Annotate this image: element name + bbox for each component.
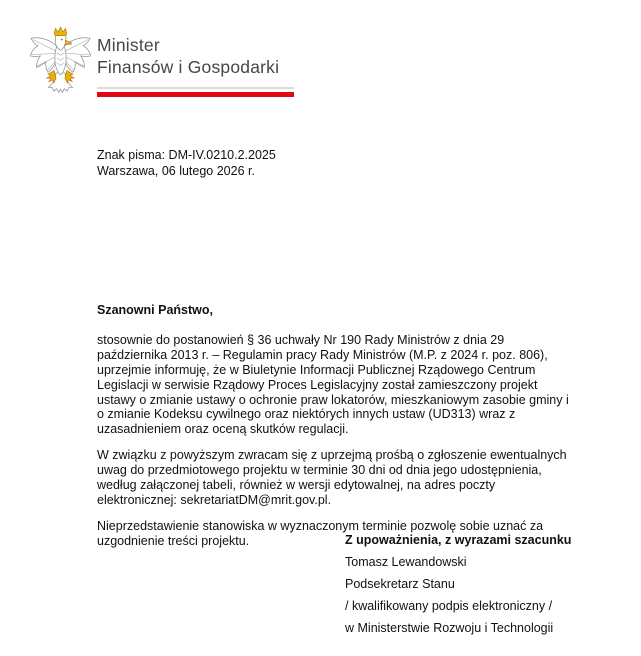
signer-title: Podsekretarz Stanu — [345, 577, 455, 591]
reference-number: Znak pisma: DM-IV.0210.2.2025 — [97, 148, 276, 162]
salutation: Szanowni Państwo, — [97, 303, 213, 317]
letterhead-title — [97, 34, 279, 78]
org-name-line2: Finansów i Gospodarki — [97, 57, 280, 77]
letter-body — [97, 303, 570, 560]
header-divider-gray — [97, 87, 294, 89]
org-name-line1: Minister — [97, 35, 160, 55]
esignature-note: / kwalifikowany podpis elektroniczny / — [345, 599, 553, 613]
ministry-line: w Ministerstwie Rozwoju i Technologii — [345, 621, 554, 635]
paragraph-1: stosownie do postanowień § 36 uchwały Nr 190 Rady Ministrów z dnia 29 października 2013 r. – Regulamin pracy Rady Ministrów (M.P. z 2024 r. poz. 806), uprzejmie informuję, że w Biuletynie Informacji Publicznej Rządowego Centrum Legislacji w serwisie Rządowy Proces Legislacyjny został zamieszczony projekt ustawy o zmianie ustawy o ochronie praw lokatorów, mieszkaniowym zasobie gminy i o zmianie Kodeksu cywilnego oraz niektórych innych ustaw (UD313) wraz z uzasadnieniem oraz oceną skutków regulacji. — [97, 332, 569, 437]
signer-name: Tomasz Lewandowski — [345, 555, 467, 569]
polish-eagle-emblem — [29, 26, 92, 106]
paragraph-3: Nieprzedstawienie stanowiska w wyznaczonym terminie pozwolę sobie uznać za uzgodnienie treści projektu. — [97, 518, 544, 548]
eagle-icon — [29, 26, 92, 106]
place-and-date: Warszawa, 06 lutego 2026 r. — [97, 163, 255, 178]
signature-block — [345, 529, 571, 639]
document-meta — [97, 148, 276, 179]
header-divider-red — [97, 92, 294, 97]
paragraph-2: W związku z powyższym zwracam się z uprzejmą prośbą o zgłoszenie ewentualnych uwag do przedmiotowego projektu w terminie 30 dni od dnia jego udostępnienia, według załączonej tabeli, również w wersji edytowalnej, na adres poczty elektronicznej: sekretariatDM@mrit.gov.pl. — [97, 448, 567, 507]
authorization-line: Z upoważnienia, z wyrazami szacunku — [345, 533, 572, 547]
